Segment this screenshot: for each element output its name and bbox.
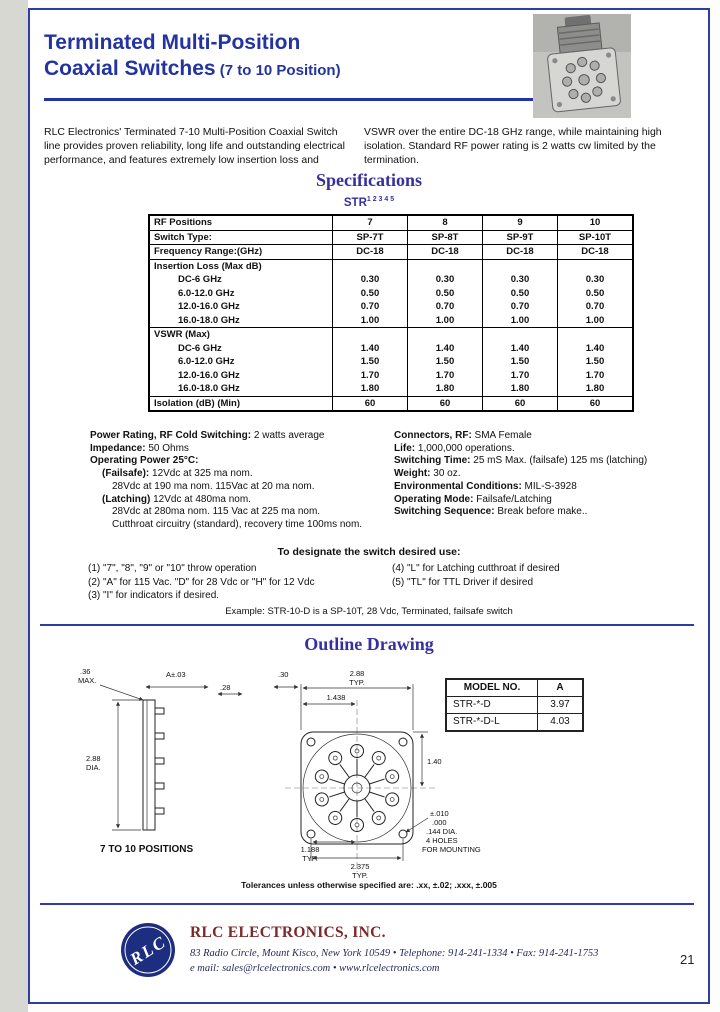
specifications-heading: Specifications: [316, 170, 422, 190]
spec-row-label: DC-6 GHz: [149, 342, 333, 356]
spec-row-label: 12.0-16.0 GHz: [149, 369, 333, 383]
intro-paragraph-left: RLC Electronics' Terminated 7-10 Multi-Position Coaxial Switch line provides proven reliability, long life and outstanding electrical performance, and features extremely low insertion loss and: [44, 126, 345, 166]
spec-table-row: [149, 259, 633, 273]
spec-value-cell: 0.70: [333, 300, 408, 314]
spec-value-cell: DC-18: [558, 245, 634, 260]
spec-column-header: RF Positions: [149, 215, 333, 230]
spec-value-cell: 1.50: [483, 355, 558, 369]
spec-value-cell: [483, 328, 558, 342]
designate-item: (5) "TL" for TTL Driver if desired: [392, 576, 534, 588]
detail-line: Impedance: 50 Ohms: [90, 442, 189, 454]
title-line1: Terminated Multi-Position: [44, 31, 301, 54]
positions-label: 7 TO 10 POSITIONS: [100, 844, 194, 855]
spec-row-label: VSWR (Max): [149, 328, 333, 342]
detail-line: Environmental Conditions: MIL-S-3928: [394, 480, 577, 492]
spec-details-right: [394, 430, 694, 519]
spec-value-cell: [333, 328, 408, 342]
company-email-web: e mail: sales@rlcelectronics.com • www.rlcelectronics.com: [190, 963, 440, 974]
spec-value-cell: 1.00: [333, 314, 408, 328]
model-table-row: [446, 714, 583, 732]
spec-row-label: DC-6 GHz: [149, 273, 333, 287]
model-code: $STR^{1 2 3 4 5}$: [343, 196, 395, 209]
spec-value-cell: [408, 328, 483, 342]
spec-column-header: 10: [558, 215, 634, 230]
spec-value-cell: 1.40: [558, 342, 634, 356]
spec-value-cell: [333, 259, 408, 273]
dim-30: .30: [278, 670, 289, 679]
model-table-wrap: [445, 678, 584, 732]
spec-row-label: Frequency Range:(GHz): [149, 245, 333, 260]
spec-value-cell: 60: [483, 396, 558, 411]
spec-column-header: 9: [483, 215, 558, 230]
dim-dia-label: DIA.: [86, 763, 101, 772]
spec-value-cell: 1.40: [408, 342, 483, 356]
company-address: 83 Radio Circle, Mount Kisco, New York 10549 • Telephone: 914-241-1334 • Fax: 914-241-1753: [190, 948, 599, 959]
spec-value-cell: DC-18: [333, 245, 408, 260]
product-photo: [533, 14, 631, 118]
spec-value-cell: 1.70: [483, 369, 558, 383]
intro-paragraph-right: VSWR over the entire DC-18 GHz range, while maintaining high isolation. Standard RF power rating is 2 watts cw limited by the termination.: [364, 126, 662, 166]
page-frame: [28, 8, 710, 1004]
dim-288-typ: 2.88: [349, 669, 365, 678]
model-code-superscript: 1 2 3 4 5: [366, 196, 395, 203]
dim-140: 1.40: [427, 757, 442, 766]
designate-item: (1) "7", "8", "9" or "10" throw operation: [88, 563, 257, 574]
dim-tol-top: ±.010: [430, 809, 449, 818]
spec-value-cell: 1.80: [408, 382, 483, 396]
spec-column-header: 7: [333, 215, 408, 230]
spec-table-row: [149, 230, 633, 245]
designate-heading: To designate the switch desired use:: [277, 546, 461, 558]
dim-for-mounting: FOR MOUNTING: [422, 845, 481, 854]
spec-row-label: 12.0-16.0 GHz: [149, 300, 333, 314]
dim-288-dia: 2.88: [86, 754, 101, 763]
spec-table-row: [149, 396, 633, 411]
spec-value-cell: 0.30: [408, 273, 483, 287]
spec-row-label: 16.0-18.0 GHz: [149, 382, 333, 396]
side-view-connectors: [155, 708, 164, 814]
spec-table: [148, 214, 634, 412]
spec-value-cell: 0.50: [483, 287, 558, 301]
spec-table-header-row: [149, 215, 633, 230]
spec-value-cell: 0.30: [558, 273, 634, 287]
detail-line: 28Vdc at 280ma nom. 115 Vac at 225 ma nom.: [112, 506, 321, 518]
spec-value-cell: 1.00: [483, 314, 558, 328]
dim-tol-bot: .000: [432, 818, 447, 827]
model-a-value: 4.03: [538, 714, 584, 732]
designate-item: (2) "A" for 115 Vac. "D" for 28 Vdc or "H" for 12 Vdc: [88, 576, 315, 588]
footer-divider: [40, 903, 694, 905]
detail-line: Cutthroat circuitry (standard), recovery time 100ms nom.: [112, 518, 363, 530]
spec-value-cell: 1.70: [408, 369, 483, 383]
dim-max: MAX.: [78, 676, 97, 685]
rlc-logo: [118, 918, 180, 982]
designate-example: Example: STR-10-D is a SP-10T, 28 Vdc, Terminated, failsafe switch: [225, 606, 513, 617]
spec-value-cell: 0.50: [408, 287, 483, 301]
spec-value-cell: [408, 259, 483, 273]
detail-line: Operating Mode: Failsafe/Latching: [394, 493, 552, 505]
spec-table-wrap: [148, 214, 634, 412]
dim-typ-1: TYP.: [349, 678, 365, 687]
spec-value-cell: 60: [333, 396, 408, 411]
detail-line: Operating Power 25°C:: [90, 455, 199, 467]
dim-4-holes: 4 HOLES: [426, 836, 458, 845]
side-view-plate: [143, 700, 155, 830]
model-table-row: [446, 697, 583, 714]
spec-value-cell: [558, 259, 634, 273]
detail-line: (Latching) 12Vdc at 480ma nom.: [102, 493, 251, 505]
spec-table-row: [149, 342, 633, 356]
detail-line: 28Vdc at 190 ma nom. 115Vac at 20 ma nom.: [112, 480, 315, 492]
dim-2375: 2.375: [350, 862, 370, 871]
designate-list-right: [392, 562, 692, 589]
spec-value-cell: 1.50: [333, 355, 408, 369]
spec-details-left: [90, 430, 392, 532]
spec-value-cell: [558, 328, 634, 342]
spec-value-cell: SP-10T: [558, 230, 634, 245]
spec-row-label: 6.0-12.0 GHz: [149, 287, 333, 301]
spec-value-cell: SP-7T: [333, 230, 408, 245]
spec-value-cell: 0.30: [483, 273, 558, 287]
spec-value-cell: 1.50: [558, 355, 634, 369]
title-rule: [44, 98, 534, 101]
spec-value-cell: 60: [408, 396, 483, 411]
spec-value-cell: 1.00: [408, 314, 483, 328]
dim-36: .36: [80, 667, 91, 676]
spec-row-label: 6.0-12.0 GHz: [149, 355, 333, 369]
spec-value-cell: DC-18: [408, 245, 483, 260]
detail-line: Life: 1,000,000 operations.: [394, 442, 515, 454]
dim-28: .28: [220, 683, 231, 692]
designate-item: (3) "I" for indicators if desired.: [88, 590, 220, 601]
title-suffix: (7 to 10 Position): [215, 62, 341, 80]
spec-table-row: [149, 314, 633, 328]
spec-value-cell: 0.70: [408, 300, 483, 314]
spec-column-header: 8: [408, 215, 483, 230]
spec-value-cell: DC-18: [483, 245, 558, 260]
detail-line: Power Rating, RF Cold Switching: 2 watts average: [90, 430, 325, 441]
detail-line: Connectors, RF: SMA Female: [394, 430, 532, 441]
spec-row-label: Insertion Loss (Max dB): [149, 259, 333, 273]
page-title: [44, 30, 341, 83]
company-name: RLC ELECTRONICS, INC.: [190, 924, 386, 941]
detail-line: Weight: 30 oz.: [394, 468, 461, 480]
spec-value-cell: 0.50: [333, 287, 408, 301]
dim-a: A±.03: [166, 670, 186, 679]
spec-table-row: [149, 245, 633, 260]
scan-edge: [0, 0, 28, 1012]
model-number: STR-*-D: [446, 697, 538, 714]
logo-text: RLC: [126, 932, 170, 969]
spec-value-cell: 0.70: [558, 300, 634, 314]
designate-list-left: [88, 562, 388, 603]
spec-value-cell: 1.40: [483, 342, 558, 356]
page-number: 21: [680, 952, 695, 967]
spec-table-row: [149, 369, 633, 383]
dim-144-dia: .144 DIA.: [426, 827, 458, 836]
spec-value-cell: SP-9T: [483, 230, 558, 245]
model-column-header: MODEL NO.: [446, 679, 538, 697]
spec-table-row: [149, 355, 633, 369]
spec-row-label: Switch Type:: [149, 230, 333, 245]
detail-line: Switching Sequence: Break before make..: [394, 506, 588, 518]
model-a-value: 3.97: [538, 697, 584, 714]
dim-1188: 1.188: [300, 845, 320, 854]
spec-table-row: [149, 328, 633, 342]
spec-value-cell: 1.00: [558, 314, 634, 328]
dim-typ-3: TYP.: [352, 871, 368, 880]
spec-row-label: Isolation (dB) (Min): [149, 396, 333, 411]
spec-table-row: [149, 300, 633, 314]
spec-value-cell: 0.50: [558, 287, 634, 301]
spec-table-row: [149, 382, 633, 396]
spec-value-cell: [483, 259, 558, 273]
spec-value-cell: 0.30: [333, 273, 408, 287]
dim-typ-2: TYP.: [302, 854, 318, 863]
spec-value-cell: 1.70: [558, 369, 634, 383]
spec-table-row: [149, 273, 633, 287]
spec-table-row: [149, 287, 633, 301]
outline-heading: Outline Drawing: [304, 634, 434, 654]
model-number: STR-*-D-L: [446, 714, 538, 732]
designate-item: (4) "L" for Latching cutthroat if desired: [392, 563, 560, 574]
spec-value-cell: 0.70: [483, 300, 558, 314]
model-table-header-row: [446, 679, 583, 697]
spec-value-cell: SP-8T: [408, 230, 483, 245]
dim-1438: 1.438: [326, 693, 346, 702]
detail-line: (Failsafe): 12Vdc at 325 ma nom.: [102, 468, 253, 480]
spec-value-cell: 60: [558, 396, 634, 411]
spec-value-cell: 1.80: [483, 382, 558, 396]
spec-value-cell: 1.70: [333, 369, 408, 383]
spec-value-cell: 1.80: [333, 382, 408, 396]
model-column-header: A: [538, 679, 584, 697]
tolerance-note: Tolerances unless otherwise specified are: .xx, ±.02; .xxx, ±.005: [241, 880, 497, 890]
model-table: [445, 678, 584, 732]
section-divider: [40, 624, 694, 626]
spec-value-cell: 1.50: [408, 355, 483, 369]
spec-value-cell: 1.80: [558, 382, 634, 396]
title-line2: Coaxial Switches (7 to 10 Position): [44, 57, 341, 81]
detail-line: Switching Time: 25 mS Max. (failsafe) 125 ms (latching): [394, 455, 648, 467]
spec-row-label: 16.0-18.0 GHz: [149, 314, 333, 328]
spec-value-cell: 1.40: [333, 342, 408, 356]
